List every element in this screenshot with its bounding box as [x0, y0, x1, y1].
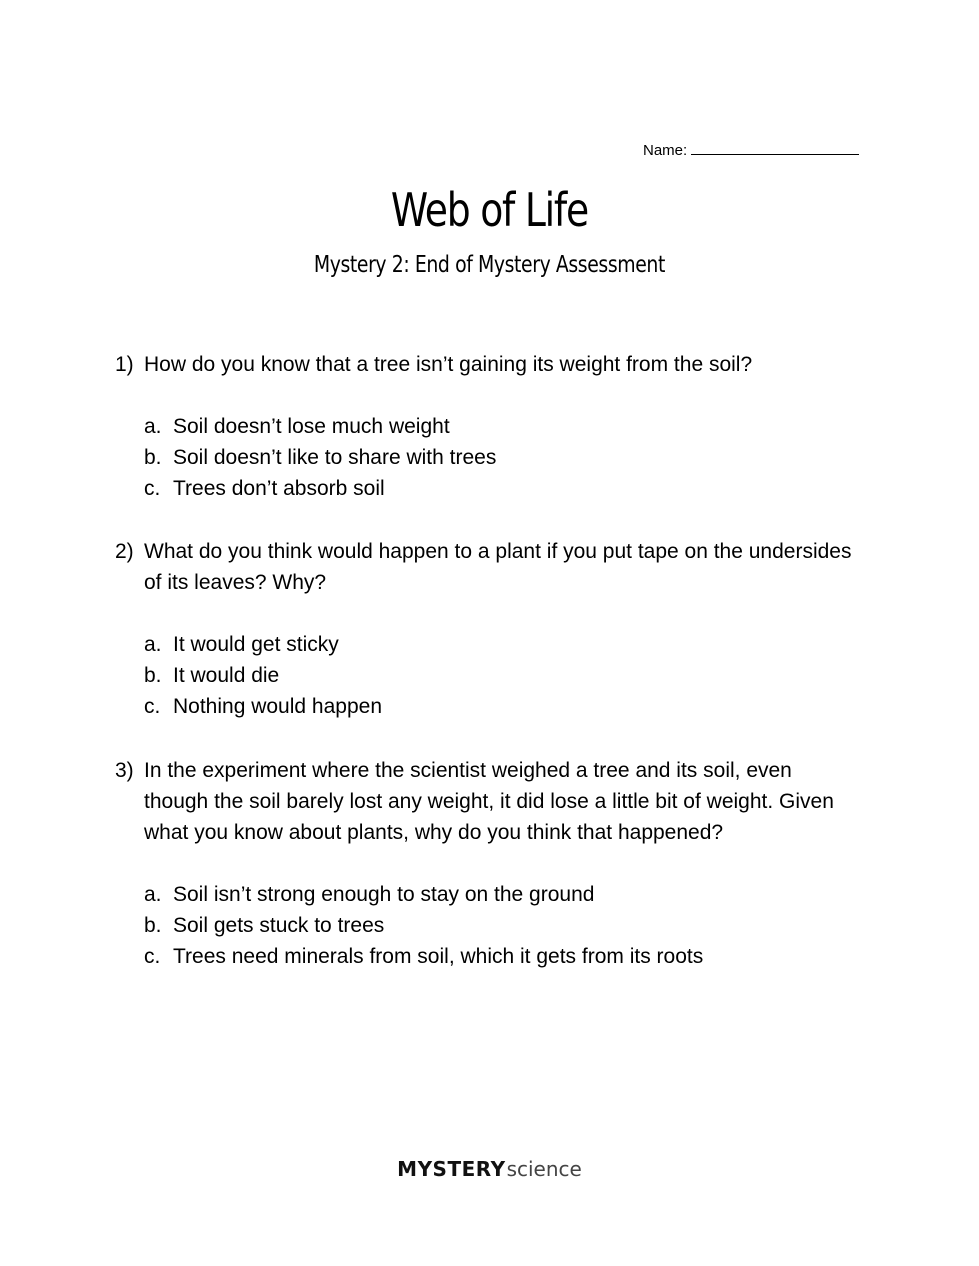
option-letter: a. — [144, 633, 162, 656]
page-title: Web of Life — [390, 183, 588, 237]
answer-options — [144, 879, 855, 972]
answer-option[interactable] — [144, 473, 855, 504]
option-text: Trees need minerals from soil, which it gets from its roots — [173, 945, 704, 968]
logo-bold-text: MYSTERY — [397, 1157, 506, 1181]
answer-option[interactable] — [144, 691, 855, 722]
option-letter: b. — [144, 664, 162, 687]
option-letter: a. — [144, 883, 162, 906]
question-number: 1) — [115, 353, 134, 376]
question-number: 3) — [115, 759, 134, 782]
option-text: Trees don’t absorb soil — [173, 477, 385, 500]
answer-option[interactable] — [144, 910, 855, 941]
mystery-science-logo — [0, 1156, 979, 1183]
option-letter: a. — [144, 415, 162, 438]
option-text: Nothing would happen — [173, 695, 382, 718]
answer-options — [144, 629, 855, 722]
question-number: 2) — [115, 540, 134, 563]
option-letter: c. — [144, 945, 161, 968]
option-letter: c. — [144, 477, 161, 500]
answer-option[interactable] — [144, 941, 855, 972]
name-blank-line[interactable] — [691, 140, 859, 155]
option-text: It would die — [173, 664, 280, 687]
option-letter: b. — [144, 446, 162, 469]
answer-option[interactable] — [144, 879, 855, 910]
answer-option[interactable] — [144, 442, 855, 473]
page-subtitle: Mystery 2: End of Mystery Assessment — [313, 252, 665, 278]
answer-options — [144, 411, 855, 504]
answer-option[interactable] — [144, 660, 855, 691]
name-label: Name: — [643, 142, 688, 159]
option-text: It would get sticky — [173, 633, 339, 656]
logo-light-text: science — [506, 1157, 582, 1181]
question-text: How do you know that a tree isn’t gaining its weight from the soil? — [144, 353, 753, 376]
option-text: Soil isn’t strong enough to stay on the ground — [173, 883, 595, 906]
answer-option[interactable] — [144, 629, 855, 660]
option-text: Soil doesn’t lose much weight — [173, 415, 450, 438]
question-1 — [115, 349, 855, 504]
option-text: Soil gets stuck to trees — [173, 914, 385, 937]
answer-option[interactable] — [144, 411, 855, 442]
name-field[interactable] — [643, 140, 859, 160]
question-text: In the experiment where the scientist weighed a tree and its soil, even though the soil barely lost any weight, it did lose a little bit of weight. Given what you know about plants, why do you think that happened? — [144, 759, 834, 844]
option-letter: b. — [144, 914, 162, 937]
question-3 — [115, 755, 855, 972]
option-text: Soil doesn’t like to share with trees — [173, 446, 497, 469]
question-2 — [115, 536, 855, 722]
option-letter: c. — [144, 695, 161, 718]
question-text: What do you think would happen to a plant if you put tape on the undersides of its leaves? Why? — [144, 540, 852, 594]
